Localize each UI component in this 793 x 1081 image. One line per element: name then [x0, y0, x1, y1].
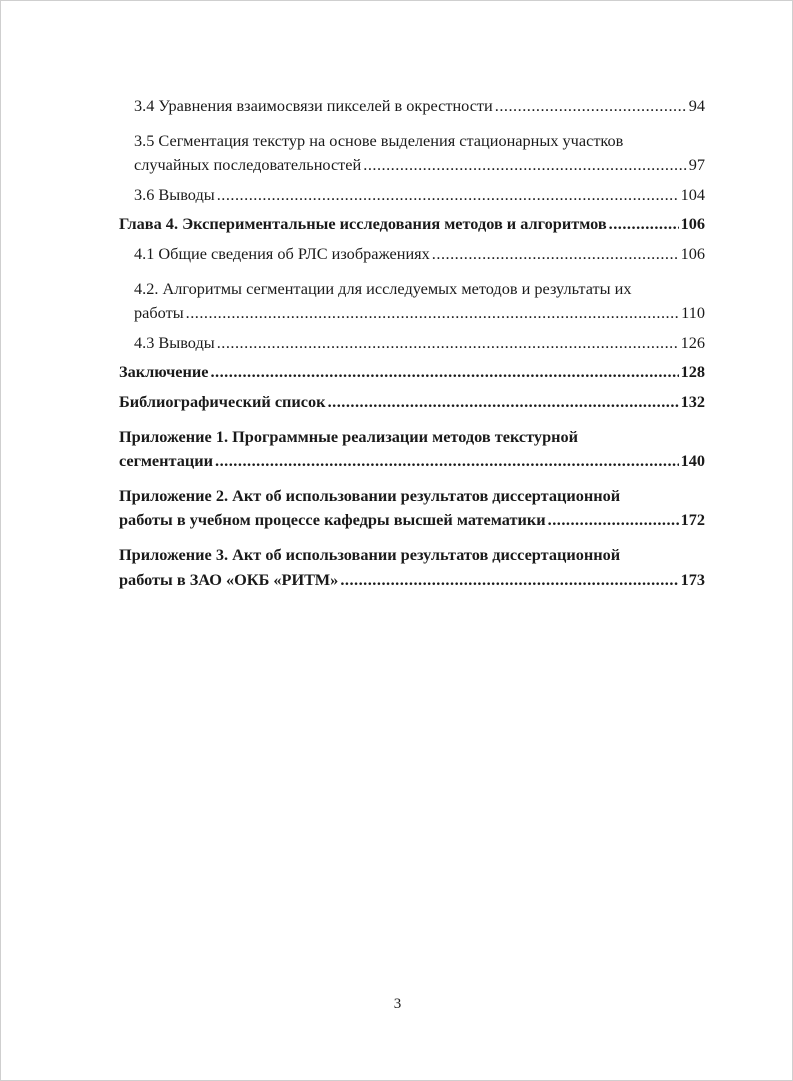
toc-entry-page: 97 [688, 155, 705, 175]
toc-entry-title: работы в ЗАО «ОКБ «РИТМ» [119, 569, 339, 589]
dot-leader [363, 155, 686, 175]
toc-entry-page: 172 [680, 510, 705, 530]
toc-entry-appendix-3[interactable] [119, 570, 705, 600]
toc-entry-title: Глава 4. Экспериментальные исследования методов и алгоритмов [119, 214, 607, 234]
toc-entry-chapter-4[interactable] [119, 214, 705, 244]
toc-entry-title: 4.3 Выводы [134, 332, 215, 352]
toc-entry-page: 106 [680, 243, 705, 263]
toc-entry-page: 94 [688, 96, 705, 115]
toc-entry-title: 4.1 Общие сведения об РЛС изображениях [134, 243, 430, 263]
dot-leader [609, 214, 679, 234]
toc-entry-appendix-1-line1[interactable]: Приложение 1. Программные реализации методов текстурной [119, 426, 579, 446]
dot-leader [340, 570, 678, 590]
table-of-contents [119, 96, 705, 599]
page-number: 3 [393, 996, 402, 1012]
toc-entry-title: случайных последовательностей [134, 155, 362, 175]
toc-entry-page: 104 [680, 184, 705, 204]
toc-entry-appendix-1[interactable] [119, 451, 705, 481]
toc-entry-4-1[interactable] [119, 244, 705, 274]
toc-entry-conclusion[interactable] [119, 362, 705, 392]
toc-entry-title: 3.6 Выводы [134, 184, 215, 204]
toc-entry-page: 106 [680, 214, 705, 234]
toc-entry-title: сегментации [119, 451, 214, 471]
dot-leader [210, 362, 678, 382]
toc-entry-bibliography[interactable] [119, 392, 705, 422]
toc-entry-page: 173 [680, 569, 705, 589]
toc-entry-page: 126 [680, 332, 705, 352]
dot-leader [432, 244, 679, 264]
dot-leader [217, 185, 679, 205]
toc-entry-4-2[interactable] [119, 303, 705, 333]
toc-entry-3-6[interactable] [119, 185, 705, 215]
dot-leader [217, 333, 679, 353]
dot-leader [328, 392, 679, 412]
toc-entry-title: 3.4 Уравнения взаимосвязи пикселей в окрестности [134, 96, 493, 115]
dot-leader [186, 303, 680, 323]
toc-entry-title: работы [134, 303, 184, 323]
toc-entry-appendix-2-line1[interactable]: Приложение 2. Акт об использовании результатов диссертационной [119, 485, 621, 505]
toc-entry-page: 132 [680, 391, 705, 411]
dot-leader [215, 451, 679, 471]
dot-leader [495, 96, 687, 116]
toc-entry-3-4[interactable] [119, 96, 705, 126]
toc-entry-page: 140 [680, 451, 705, 471]
toc-entry-page: 110 [681, 303, 705, 323]
toc-entry-4-2-line1[interactable]: 4.2. Алгоритмы сегментации для исследуемых методов и результаты их [134, 278, 632, 298]
toc-entry-title: Библиографический список [119, 391, 326, 411]
toc-entry-4-3[interactable] [119, 333, 705, 363]
toc-entry-title: работы в учебном процессе кафедры высшей математики [119, 510, 546, 530]
toc-entry-title: Заключение [119, 362, 209, 382]
toc-entry-appendix-2[interactable] [119, 510, 705, 540]
dot-leader [548, 510, 679, 530]
toc-entry-page: 128 [680, 362, 705, 382]
toc-entry-3-5[interactable] [119, 155, 705, 185]
toc-entry-3-5-line1[interactable]: 3.5 Сегментация текстур на основе выделения стационарных участков [134, 130, 624, 150]
toc-entry-appendix-3-line1[interactable]: Приложение 3. Акт об использовании результатов диссертационной [119, 544, 621, 564]
